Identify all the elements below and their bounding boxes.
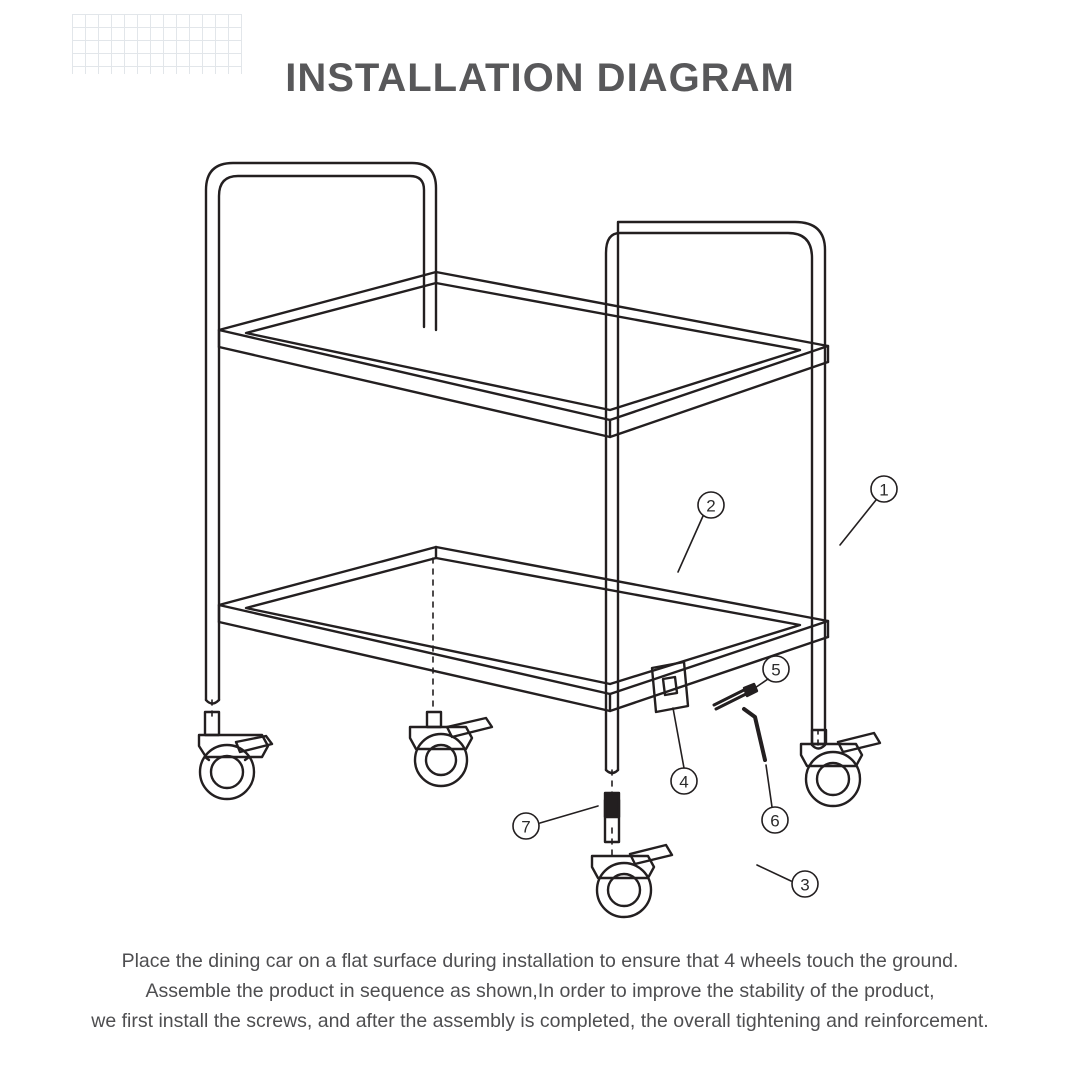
- callout-label-7: 7: [521, 817, 531, 837]
- callout-label-3: 3: [800, 875, 810, 895]
- callout-label-4: 4: [679, 772, 689, 792]
- callout-label-2: 2: [706, 496, 716, 516]
- callout-label-6: 6: [770, 811, 780, 831]
- caption-line-3: we first install the screws, and after the assembly is completed, the overall tightening and reinforcement.: [91, 1010, 989, 1032]
- stem-insert-part: [605, 793, 619, 817]
- upper-shelf: [219, 272, 828, 437]
- instructions-caption: [0, 946, 1080, 1036]
- callout-leaders: [513, 476, 897, 897]
- screw-part: [714, 684, 757, 709]
- caster-wheel-back-center: [410, 712, 492, 786]
- lower-shelf: [219, 547, 828, 711]
- allen-key-part: [744, 709, 765, 760]
- callout-label-1: 1: [879, 480, 889, 500]
- center-front-post: [606, 420, 618, 773]
- callout-label-5: 5: [771, 660, 781, 680]
- caption-line-2: Assemble the product in sequence as shown,In order to improve the stability of the product,: [145, 980, 935, 1002]
- caster-wheel-front-right: [801, 730, 880, 806]
- handle-loop-left: [206, 163, 436, 700]
- caster-wheel-back-left: [199, 712, 272, 799]
- caption-line-1: Place the dining car on a flat surface during installation to ensure that 4 wheels touch the ground.: [121, 950, 959, 972]
- page-title: INSTALLATION DIAGRAM: [285, 56, 795, 100]
- handle-loop-right: [606, 222, 825, 745]
